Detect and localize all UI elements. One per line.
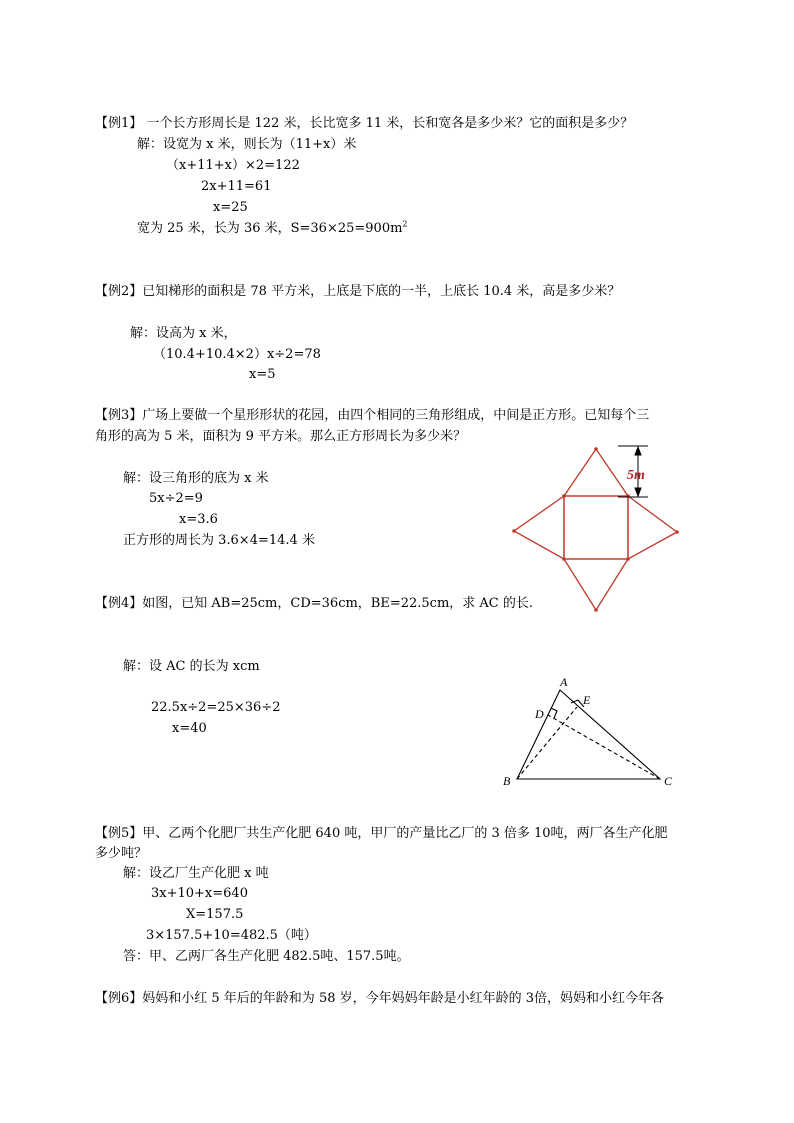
example-1-solution-setup: 解：设宽为 x 米，则长为（11+x）米 [137, 137, 357, 152]
triangle-bottom [564, 559, 628, 610]
example-3-question-line-1: 【例3】广场上要做一个星形形状的花园，由四个相同的三角形组成，中间是正方形。已知每个三 [95, 408, 650, 423]
example-3-question-line-2: 角形的高为 5 米，面积为 9 平方米。那么正方形周长为多少米？ [95, 429, 467, 444]
example-4-equation: 22.5x÷2=25×36÷2 [151, 700, 281, 715]
label-c: C [664, 774, 673, 788]
triangle-abc [517, 690, 660, 779]
example-5-answer: 答：甲、乙两厂各生产化肥 482.5吨、157.5吨。 [123, 949, 410, 964]
square [564, 496, 628, 559]
example-1-answer: 宽为 25 米，长为 36 米，$S=36\times 25=900m^2$ [137, 219, 408, 236]
example-5-question-line-1: 【例5】甲、乙两个化肥厂共生产化肥 640 吨，甲厂的产量比乙厂的 3 倍多 10吨，两厂各生产化肥 [95, 826, 668, 841]
altitude-cd [548, 715, 660, 779]
triangle-right [628, 496, 677, 559]
example-6-question: 【例6】妈妈和小红 5 年后的年龄和为 58 岁，今年妈妈年龄是小红年龄的 3倍，妈妈和小红今年各 [95, 991, 665, 1006]
square-superscript: 2 [402, 219, 408, 229]
vertex-dots [512, 447, 679, 612]
example-2-question: 【例2】已知梯形的面积是 78 平方米，上底是下底的一半，上底长 10.4 米，高是多少米？ [95, 284, 621, 299]
label-e: E [583, 693, 591, 707]
label-b: B [503, 774, 511, 788]
example-4-question: 【例4】如图，已知 AB=25cm，CD=36cm，BE=22.5cm，求 AC 的长. [95, 596, 534, 611]
example-3-solution-setup: 解：设三角形的底为 x 米 [123, 471, 269, 486]
example-1-step: 2x+11=61 [201, 179, 272, 194]
label-d: D [535, 707, 544, 721]
example-4-solution-setup: 解：设 AC 的长为 xcm [123, 659, 260, 674]
example-5-equation: 3x+10+x=640 [151, 886, 248, 901]
example-2-equation: （10.4+10.4×2）x÷2=78 [153, 347, 321, 362]
example-5-question-line-2: 多少吨？ [95, 846, 148, 861]
example-2-solution-setup: 解：设高为 x 米， [130, 326, 237, 341]
example-3-answer: 正方形的周长为 3.6×4=14.4 米 [123, 533, 315, 548]
example-1-equation: （x+11+x）×2=122 [166, 158, 300, 173]
example-2-result: x=5 [249, 367, 276, 382]
height-dimension [618, 446, 648, 497]
triangle-top [564, 449, 628, 496]
altitude-be [517, 707, 577, 779]
example-3-equation: 5x÷2=9 [149, 491, 203, 506]
example-5-calculation: 3×157.5+10=482.5（吨） [146, 928, 317, 943]
right-angle-e [571, 700, 584, 707]
example-3-result: x=3.6 [179, 512, 218, 527]
label-a: A [560, 675, 568, 689]
example-1-question: 【例1】 一个长方形周长是 122 米，长比宽多 11 米，长和宽各是多少米？它的面积是多少？ [95, 116, 634, 131]
example-1-result: x=25 [213, 200, 248, 215]
triangle-left [514, 496, 564, 559]
height-label: 5m [627, 468, 645, 483]
example-5-solution-setup: 解：设乙厂生产化肥 x 吨 [123, 866, 269, 881]
triangle-abc-figure [517, 690, 660, 779]
example-5-result: X=157.5 [186, 907, 244, 922]
example-4-result: x=40 [172, 721, 207, 736]
right-angle-d [551, 708, 557, 718]
